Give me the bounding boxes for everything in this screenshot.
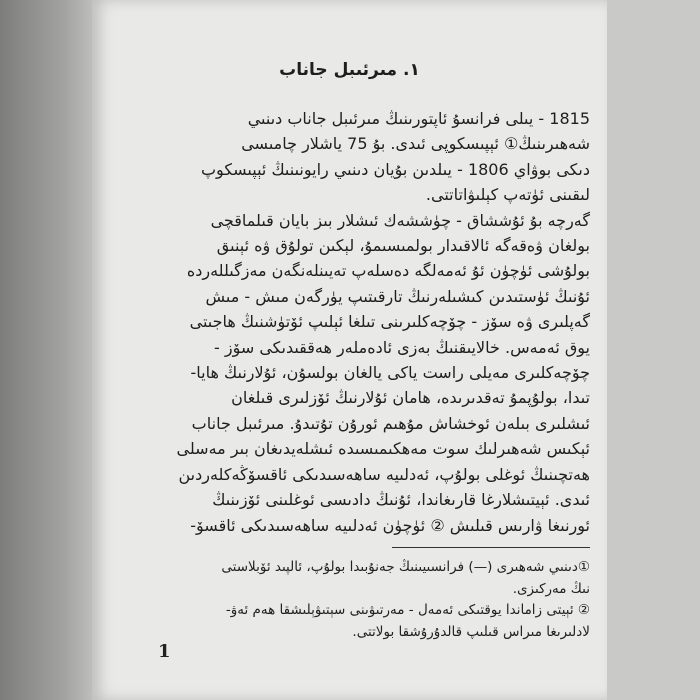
body-line: ئىشلىرى بىلەن ئوخشاش مۇھىم ئورۇن تۇتىدۇ. مىرئىبل جاناب [191, 413, 590, 433]
body-text [120, 106, 590, 538]
footnote-line: لادلىرىغا مىراس قىلىپ قالدۇرۇشقا بولاتتى. [352, 623, 590, 640]
background-surface [607, 0, 700, 700]
footnote-divider [392, 547, 590, 548]
footnote-line: ② ئېيتى زاماندا يوقتىكى ئەمەل - مەرتىۋىنى سېتىۋېلىشقا ھەم ئەۋ- [225, 602, 590, 618]
body-line: بولغان ۋەقەگە ئالاقىدار بولمىسىمۇ، لېكىن تولۇق ۋە ئېنىق [216, 236, 590, 256]
body-line: چۆچەكلىرى مەيلى راست ياكى يالغان بولسۇن، ئۇلارنىڭ ھايا- [190, 363, 590, 383]
body-line: ئىدى. ئېيتىشلارغا قارىغاندا، ئۇنىڭ دادىسى ئوغلىنى ئۆزىنىڭ [212, 490, 590, 510]
body-line: 1815 - يىلى فرانسۇ ئاپتورىنىڭ مىرئىبل جاناب دىنىي [247, 109, 590, 128]
body-line: لىقىنى ئۈتەپ كېلىۋاتاتتى. [425, 185, 590, 205]
book-gutter [0, 0, 92, 700]
body-line: شەھىرىنىڭ① ئېپىسكوپى ئىدى. بۇ 75 ياشلار چامىسى [241, 134, 590, 154]
body-line: ئېكىس شەھىرلىك سوت مەھكىمىسىدە ئىشلەيدىغان بىر مەسلى [176, 439, 590, 459]
chapter-heading: ١. مىرئىبل جاناب [279, 60, 420, 80]
body-line: تىدا، بولۇپمۇ تەقدىرىدە، ھامان ئۇلارنىڭ ئۆزلىرى قىلغان [231, 388, 590, 408]
page-number: 1 [158, 641, 171, 662]
body-line: گەپلىرى ۋە سۆز - چۆچەكلىرىنى تىلغا ئېلىپ ئۆتۈشنىڭ ھاجىتى [189, 312, 590, 332]
body-line: يوق ئەمەس. خالايىقنىڭ بەزى ئادەملەر ھەققىدىكى سۆز - [213, 337, 590, 357]
body-line: ھەتچىنىڭ ئوغلى بولۇپ، ئەدلىيە ساھەسىدىكى ئاقسۆڭەكلەردىن [178, 464, 590, 484]
book-page [92, 0, 607, 700]
body-line: بولۇشى ئۈچۈن ئۇ ئەمەلگە دەسلەپ تەيىنلەنگەن مەزگىللەردە [186, 261, 590, 281]
footnotes [122, 557, 590, 643]
body-line: دىكى بوۋاي 1806 - يىلدىن بۇيان دىنىي رايونىنىڭ ئېپىسكوپ [200, 159, 590, 179]
footnote-line: ①دىنىي شەھىرى (—) فرانسىيىنىڭ جەنۇبىدا بولۇپ، ئالپىد ئۆبلاستى [221, 559, 590, 575]
body-line: ئۇنىڭ ئۈستىدىن كىشىلەرنىڭ تارقىتىپ يۈرگەن مىش - مىش [205, 286, 590, 306]
body-line: ئورنىغا ۋارىس قىلىش ② ئۈچۈن ئەدلىيە ساھەسىدىكى ئاقسۆ- [190, 515, 590, 535]
footnote-line: نىڭ مەركىزى. [512, 580, 590, 597]
body-line: گەرچە بۇ ئۇششاق - چۈششەك ئىشلار بىز بايان قىلماقچى [210, 210, 590, 230]
